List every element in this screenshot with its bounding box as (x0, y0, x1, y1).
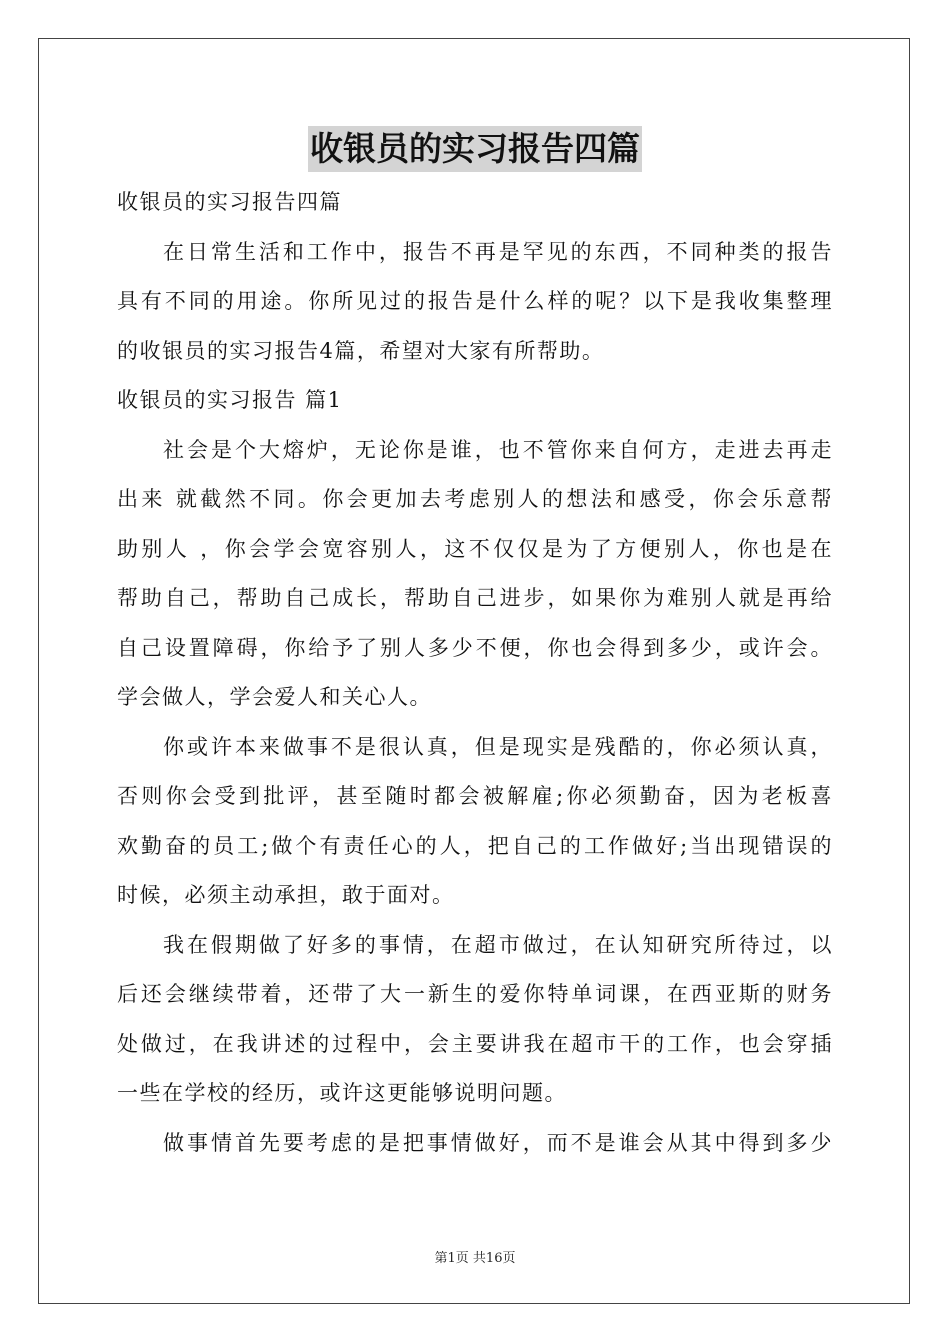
body-line: 欢勤奋的员工;做个有责任心的人，把自己的工作做好;当出现错误的 (117, 833, 833, 858)
body-line: 你或许本来做事不是很认真，但是现实是残酷的，你必须认真， (163, 734, 833, 759)
body-line: 我在假期做了好多的事情，在超市做过，在认知研究所待过，以 (163, 932, 833, 957)
body-line: 一些在学校的经历，或许这更能够说明问题。 (117, 1081, 567, 1105)
section-heading: 收银员的实习报告 篇1 (117, 388, 343, 412)
body-line: 帮助自己，帮助自己成长，帮助自己进步，如果你为难别人就是再给 (117, 586, 833, 610)
document-title-text: 收银员的实习报告四篇 (308, 126, 642, 172)
body-line: 自己设置障碍，你给予了别人多少不便，你也会得到多少，或许会。 (117, 635, 833, 660)
body-line: 做事情首先要考虑的是把事情做好，而不是谁会从其中得到多少 (163, 1130, 833, 1155)
body-line: 出来 就截然不同。你会更加去考虑别人的想法和感受，你会乐意帮 (117, 487, 833, 511)
body-line: 时候，必须主动承担，敢于面对。 (117, 883, 455, 907)
body-line: 具有不同的用途。你所见过的报告是什么样的呢？以下是我收集整理 (117, 289, 833, 313)
body-line: 后还会继续带着，还带了大一新生的爱你特单词课，在西亚斯的财务 (117, 982, 833, 1006)
body-line: 在日常生活和工作中，报告不再是罕见的东西，不同种类的报告 (163, 239, 833, 264)
document-title (0, 126, 950, 172)
body-line: 社会是个大熔炉，无论你是谁，也不管你来自何方，走进去再走 (163, 437, 833, 462)
body-line: 助别人 ，你会学会宽容别人，这不仅仅是为了方便别人，你也是在 (117, 536, 833, 561)
body-line: 否则你会受到批评，甚至随时都会被解雇;你必须勤奋，因为老板喜 (117, 784, 833, 808)
body-line: 学会做人，学会爱人和关心人。 (117, 685, 432, 709)
document-body (117, 178, 833, 1168)
body-line: 处做过，在我讲述的过程中，会主要讲我在超市干的工作，也会穿插 (117, 1031, 833, 1056)
page-footer: 第1页 共16页 (434, 1251, 516, 1266)
body-line: 的收银员的实习报告4篇，希望对大家有所帮助。 (117, 338, 605, 363)
body-line: 收银员的实习报告四篇 (117, 190, 342, 214)
